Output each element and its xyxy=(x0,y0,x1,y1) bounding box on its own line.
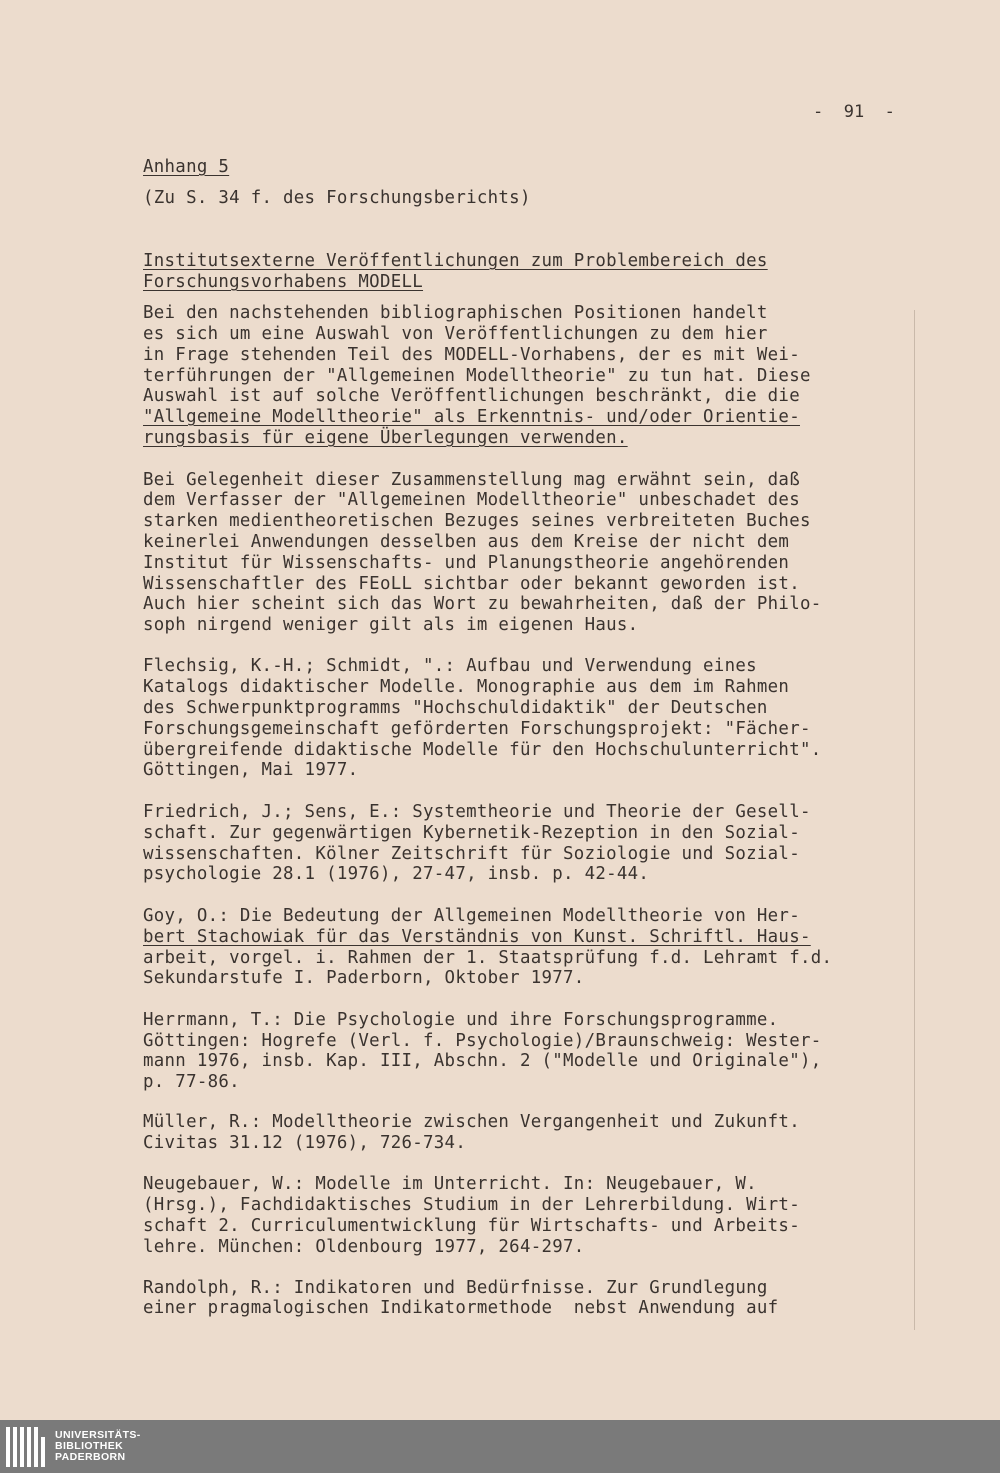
text-line: Herrmann, T.: Die Psychologie und ihre Forschungsprogramme. xyxy=(143,1010,779,1030)
text-line: Institut für Wissenschafts- und Planungstheorie angehörenden xyxy=(143,553,790,573)
text-line: Randolph, R.: Indikatoren und Bedürfnisse. Zur Grundlegung xyxy=(143,1278,768,1298)
text-line: in Frage stehenden Teil des MODELL-Vorhabens, der es mit Wei- xyxy=(143,345,800,365)
text-line: Göttingen, Mai 1977. xyxy=(143,760,359,780)
text-line: Bei Gelegenheit dieser Zusammenstellung mag erwähnt sein, daß xyxy=(143,470,800,490)
text-line: Katalogs didaktischer Modelle. Monographie aus dem im Rahmen xyxy=(143,677,790,697)
text-line: wissenschaften. Kölner Zeitschrift für Soziologie und Sozial- xyxy=(143,844,800,864)
library-name-line: BIBLIOTHEK xyxy=(55,1440,124,1452)
text-line: Bei den nachstehenden bibliographischen Positionen handelt xyxy=(143,303,768,323)
library-name xyxy=(55,1430,141,1463)
text-line: schaft 2. Curriculumentwicklung für Wirtschafts- und Arbeits- xyxy=(143,1216,800,1236)
text-line: Flechsig, K.-H.; Schmidt, ".: Aufbau und Verwendung eines xyxy=(143,656,757,676)
text-line: keinerlei Anwendungen desselben aus dem Kreise der nicht dem xyxy=(143,532,790,552)
text-line: Wissenschaftler des FEoLL sichtbar oder bekannt geworden ist. xyxy=(143,574,800,594)
text-line: Sekundarstufe I. Paderborn, Oktober 1977. xyxy=(143,968,585,988)
text-line: Müller, R.: Modelltheorie zwischen Vergangenheit und Zukunft. xyxy=(143,1112,800,1132)
text-line: schaft. Zur gegenwärtigen Kybernetik-Rezeption in den Sozial- xyxy=(143,823,800,843)
text-line: Civitas 31.12 (1976), 726-734. xyxy=(143,1133,467,1153)
library-name-line: UNIVERSITÄTS- xyxy=(55,1429,141,1441)
text-line: mann 1976, insb. Kap. III, Abschn. 2 ("Modelle und Originale"), xyxy=(143,1051,822,1071)
text-line: rungsbasis für eigene Überlegungen verwenden. xyxy=(143,428,628,448)
margin-rule xyxy=(914,310,915,1330)
annex-reference: (Zu S. 34 f. des Forschungsberichts) xyxy=(143,188,531,208)
text-line: Auswahl ist auf solche Veröffentlichungen beschränkt, die die xyxy=(143,386,800,406)
text-line: Göttingen: Hogrefe (Verl. f. Psychologie)/Braunschweig: Wester- xyxy=(143,1031,822,1051)
text-line: Auch hier scheint sich das Wort zu bewahrheiten, daß der Philo- xyxy=(143,594,822,614)
library-logo-icon xyxy=(6,1427,45,1467)
text-line: einer pragmalogischen Indikatormethode nebst Anwendung auf xyxy=(143,1298,779,1318)
text-line: es sich um eine Auswahl von Veröffentlichungen zu dem hier xyxy=(143,324,768,344)
text-line: soph nirgend weniger gilt als im eigenen Haus. xyxy=(143,615,639,635)
text-line: starken medientheoretischen Bezuges seines verbreiteten Buches xyxy=(143,511,811,531)
text-line: terführungen der "Allgemeinen Modelltheorie" zu tun hat. Diese xyxy=(143,366,811,386)
text-line: psychologie 28.1 (1976), 27-47, insb. p. 42-44. xyxy=(143,864,650,884)
text-line: dem Verfasser der "Allgemeinen Modelltheorie" unbeschadet des xyxy=(143,490,800,510)
text-line: des Schwerpunktprogramms "Hochschuldidaktik" der Deutschen xyxy=(143,698,768,718)
heading-line: Institutsexterne Veröffentlichungen zum Problembereich des xyxy=(143,251,768,271)
text-line: (Hrsg.), Fachdidaktisches Studium in der Lehrerbildung. Wirt- xyxy=(143,1195,800,1215)
library-footer xyxy=(0,1420,1000,1473)
text-line: übergreifende didaktische Modelle für den Hochschulunterricht". xyxy=(143,740,822,760)
text-line: Goy, O.: Die Bedeutung der Allgemeinen Modelltheorie von Her- xyxy=(143,906,800,926)
library-name-line: PADERBORN xyxy=(55,1451,126,1463)
text-line: arbeit, vorgel. i. Rahmen der 1. Staatsprüfung f.d. Lehramt f.d. xyxy=(143,948,833,968)
text-line: p. 77-86. xyxy=(143,1072,240,1092)
heading-line: Forschungsvorhabens MODELL xyxy=(143,272,424,292)
text-line: Neugebauer, W.: Modelle im Unterricht. In: Neugebauer, W. xyxy=(143,1174,757,1194)
text-line: Forschungsgemeinschaft geförderten Forschungsprojekt: "Fächer- xyxy=(143,719,811,739)
text-line: lehre. München: Oldenbourg 1977, 264-297. xyxy=(143,1237,585,1257)
page-number: - 91 - xyxy=(813,102,895,122)
text-line: Friedrich, J.; Sens, E.: Systemtheorie und Theorie der Gesell- xyxy=(143,802,811,822)
text-line: bert Stachowiak für das Verständnis von Kunst. Schriftl. Haus- xyxy=(143,927,811,947)
annex-title: Anhang 5 xyxy=(143,157,230,177)
text-line: "Allgemeine Modelltheorie" als Erkenntnis- und/oder Orientie- xyxy=(143,407,800,427)
